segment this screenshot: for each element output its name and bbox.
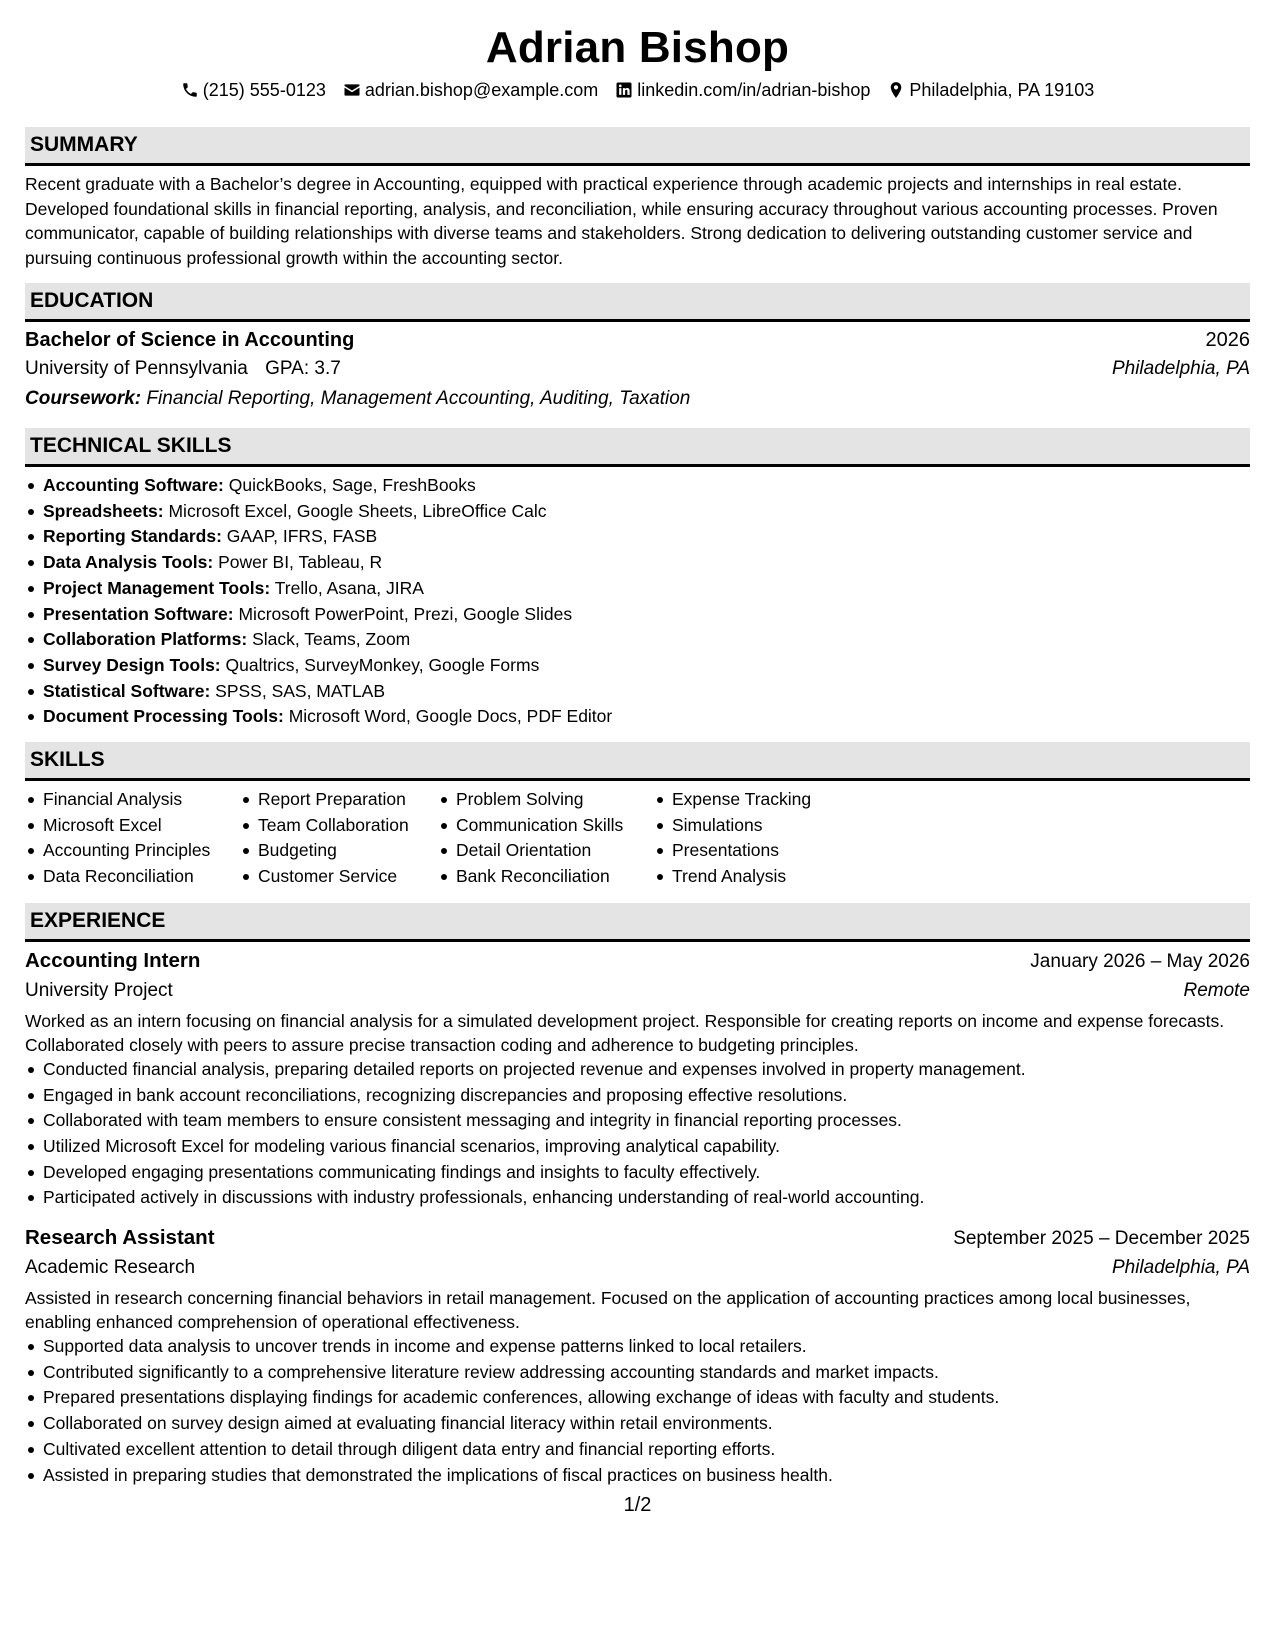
job-org-row — [25, 975, 1250, 1007]
skill-values: Trello, Asana, JIRA — [274, 577, 424, 598]
skill-category: Accounting Software: — [43, 475, 224, 495]
list-item: Collaborated with team members to ensure consistent messaging and integrity in financial reporting processes. — [25, 1108, 1250, 1134]
list-item: Microsoft Excel — [25, 813, 240, 839]
list-item: Customer Service — [240, 864, 438, 890]
list-item — [25, 473, 1250, 499]
list-item — [25, 653, 1250, 679]
skill-category: Statistical Software: — [43, 680, 211, 701]
skills-grid — [25, 787, 1250, 890]
skill-category: Document Processing Tools: — [43, 706, 284, 727]
coursework-line — [25, 384, 1250, 414]
list-item: Communication Skills — [438, 813, 654, 839]
skill-values: GAAP, IFRS, FASB — [226, 526, 378, 547]
list-item: Accounting Principles — [25, 838, 240, 864]
contact-linkedin — [615, 78, 870, 102]
skill-category: Spreadsheets: — [43, 500, 164, 521]
list-item: Budgeting — [240, 838, 438, 864]
job-dates: September 2025 – December 2025 — [953, 1228, 1250, 1250]
graduation-year: 2026 — [1205, 329, 1250, 351]
skill-values: Qualtrics, SurveyMonkey, Google Forms — [225, 654, 540, 675]
coursework-label: Coursework: — [25, 388, 142, 409]
phone-text[interactable]: (215) 555-0123 — [202, 80, 326, 100]
contact-bar — [25, 78, 1250, 102]
list-item: Participated actively in discussions with industry professionals, enhancing understanding of real-world accounting. — [25, 1185, 1250, 1211]
skill-values: Slack, Teams, Zoom — [252, 629, 411, 650]
list-item — [25, 499, 1250, 525]
envelope-icon — [343, 81, 361, 99]
candidate-name: Adrian Bishop — [485, 23, 790, 72]
education-location: Philadelphia, PA — [1111, 358, 1250, 379]
resume-page — [25, 0, 1250, 1496]
list-item: Developed engaging presentations communicating findings and insights to faculty effectively. — [25, 1160, 1250, 1186]
education-heading: EDUCATION — [25, 283, 1250, 322]
list-item — [25, 704, 1250, 730]
gpa: GPA: 3.7 — [265, 358, 341, 379]
list-item: Problem Solving — [438, 787, 654, 813]
education-institution-row — [25, 354, 1250, 384]
map-pin-icon — [887, 81, 905, 99]
list-item — [25, 550, 1250, 576]
job-bullets — [25, 1334, 1250, 1488]
skills-column — [25, 787, 240, 890]
summary-text: Recent graduate with a Bachelor’s degree in Accounting, equipped with practical experience through academic projects and internships in real estate. Developed foundational skills in financial reporting, analysis, and reconciliation, while ensuring accuracy throughout various accounting processes. Proven communicator, capable of building relationships with diverse teams and stakeholders. Strong dedication to delivering outstanding customer service and pursuing continuous professional growth within the accounting sector. — [25, 174, 1218, 268]
list-item — [25, 524, 1250, 550]
contact-location — [887, 78, 1094, 102]
skill-category: Project Management Tools: — [43, 577, 271, 598]
job-org: Academic Research — [25, 1257, 196, 1279]
list-item: Bank Reconciliation — [438, 864, 654, 890]
skill-category: Data Analysis Tools: — [43, 552, 214, 573]
list-item: Trend Analysis — [654, 864, 854, 890]
list-item — [25, 576, 1250, 602]
linkedin-icon — [615, 81, 633, 99]
job-location: Philadelphia, PA — [1111, 1257, 1250, 1279]
job-title: Accounting Intern — [25, 948, 201, 972]
skills-column — [654, 787, 854, 890]
list-item: Assisted in preparing studies that demonstrated the implications of fiscal practices on business health. — [25, 1463, 1250, 1489]
institution-line — [25, 354, 341, 384]
job-title: Research Assistant — [25, 1226, 215, 1250]
summary-heading: SUMMARY — [25, 127, 1250, 166]
job-title-row — [25, 1219, 1250, 1252]
list-item: Prepared presentations displaying findings for academic conferences, allowing exchange of ideas with faculty and students. — [25, 1385, 1250, 1411]
degree-title: Bachelor of Science in Accounting — [25, 329, 355, 351]
page-number: 1/2 — [623, 1494, 652, 1516]
list-item: Conducted financial analysis, preparing detailed reports on projected revenue and expenses involved in property management. — [25, 1057, 1250, 1083]
skill-values: SPSS, SAS, MATLAB — [215, 680, 386, 701]
job-location: Remote — [1183, 979, 1250, 1001]
technical-skills-heading: TECHNICAL SKILLS — [25, 428, 1250, 467]
skill-values: Microsoft Word, Google Docs, PDF Editor — [288, 706, 613, 727]
experience-heading: EXPERIENCE — [25, 903, 1250, 942]
technical-skills-list — [25, 473, 1250, 730]
job-dates: January 2026 – May 2026 — [1030, 950, 1250, 972]
contact-email — [343, 78, 598, 102]
list-item: Detail Orientation — [438, 838, 654, 864]
list-item: Contributed significantly to a comprehensive literature review addressing accounting standards and market impacts. — [25, 1360, 1250, 1386]
list-item: Presentations — [654, 838, 854, 864]
job-org-row — [25, 1252, 1250, 1284]
skill-category: Presentation Software: — [43, 603, 234, 624]
list-item: Simulations — [654, 813, 854, 839]
job-title-row — [25, 942, 1250, 975]
list-item: Data Reconciliation — [25, 864, 240, 890]
contact-phone — [181, 78, 326, 102]
list-item — [25, 602, 1250, 628]
skills-column — [438, 787, 654, 890]
coursework-list: Financial Reporting, Management Accounting, Auditing, Taxation — [146, 388, 691, 409]
list-item: Utilized Microsoft Excel for modeling various financial scenarios, improving analytical capability. — [25, 1134, 1250, 1160]
job-description: Worked as an intern focusing on financial analysis for a simulated development project. Responsible for creating reports on income and expense forecasts. Collaborated closely with peers to assure precise transaction coding and adherence to budgeting principles. — [25, 1010, 1225, 1055]
skill-category: Collaboration Platforms: — [43, 629, 248, 650]
phone-icon — [181, 81, 199, 99]
list-item: Cultivated excellent attention to detail through diligent data entry and financial reporting efforts. — [25, 1437, 1250, 1463]
list-item: Engaged in bank account reconciliations, recognizing discrepancies and proposing effective resolutions. — [25, 1083, 1250, 1109]
skill-values: QuickBooks, Sage, FreshBooks — [228, 475, 476, 495]
list-item — [25, 627, 1250, 653]
location-text: Philadelphia, PA 19103 — [909, 80, 1095, 100]
job-description: Assisted in research concerning financial behaviors in retail management. Focused on the application of accounting practices among local businesses, enabling enhanced comprehension of operational effectiveness. — [25, 1288, 1191, 1333]
list-item — [25, 679, 1250, 705]
skill-values: Power BI, Tableau, R — [218, 552, 383, 573]
skills-heading: SKILLS — [25, 742, 1250, 781]
list-item: Report Preparation — [240, 787, 438, 813]
list-item: Collaborated on survey design aimed at evaluating financial literacy within retail environments. — [25, 1411, 1250, 1437]
list-item: Financial Analysis — [25, 787, 240, 813]
job-entry — [25, 942, 1250, 1211]
institution-name: University of Pennsylvania — [25, 358, 248, 379]
skill-values: Microsoft Excel, Google Sheets, LibreOffice Calc — [168, 500, 547, 521]
skill-category: Reporting Standards: — [43, 526, 222, 547]
email-text[interactable]: adrian.bishop@example.com — [364, 80, 599, 100]
list-item: Team Collaboration — [240, 813, 438, 839]
skills-column — [240, 787, 438, 890]
job-bullets — [25, 1057, 1250, 1211]
list-item: Supported data analysis to uncover trends in income and expense patterns linked to local retailers. — [25, 1334, 1250, 1360]
job-entry — [25, 1219, 1250, 1488]
job-org: University Project — [25, 979, 173, 1001]
skill-category: Survey Design Tools: — [43, 654, 221, 675]
education-degree-row — [25, 322, 1250, 354]
list-item: Expense Tracking — [654, 787, 854, 813]
skill-values: Microsoft PowerPoint, Prezi, Google Slides — [238, 603, 573, 624]
linkedin-text[interactable]: linkedin.com/in/adrian-bishop — [637, 80, 871, 100]
